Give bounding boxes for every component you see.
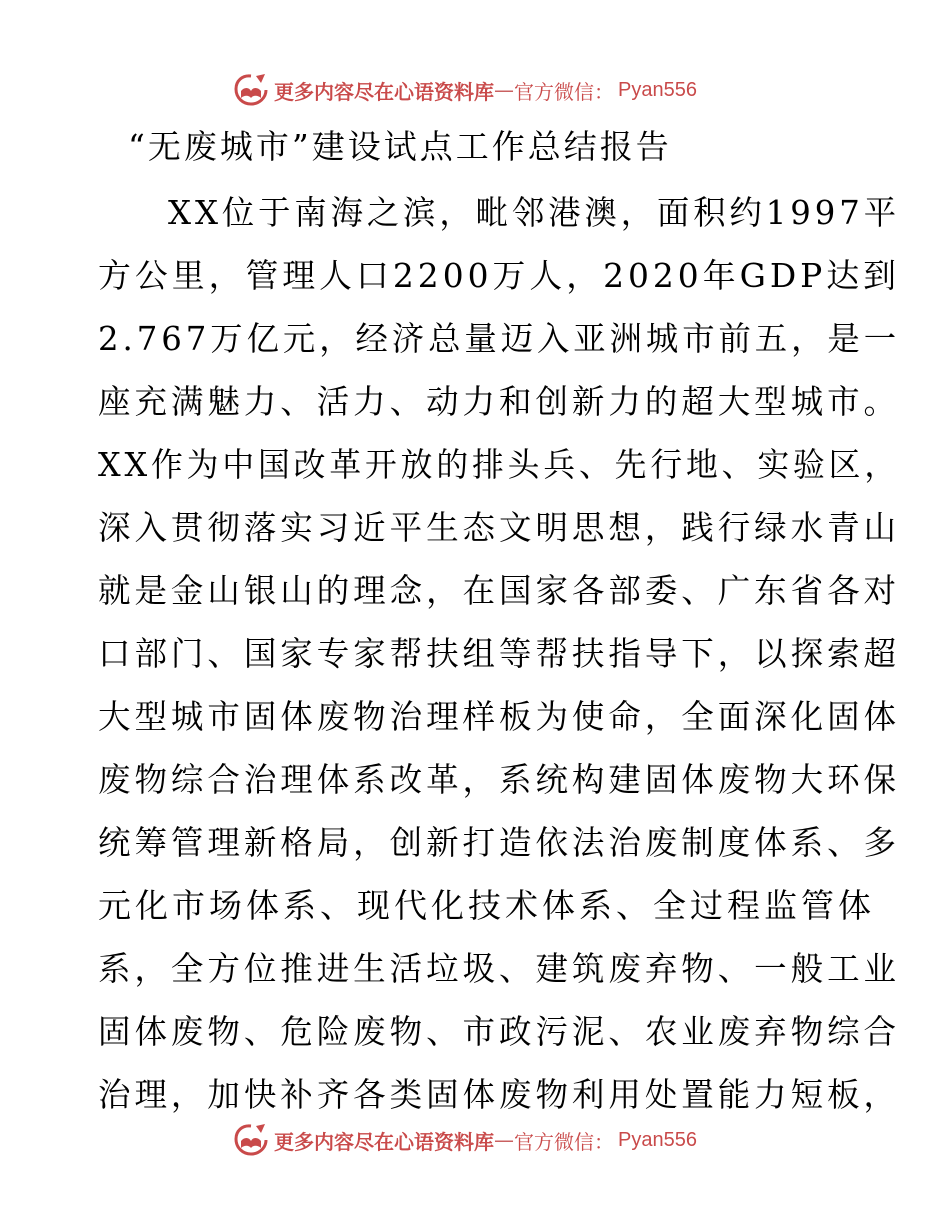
watermark-wechat-id: Pyan556 xyxy=(618,1128,697,1151)
body-line-4: 座充满魅力、活力、动力和创新力的超大型城市。 xyxy=(98,382,900,421)
body-line-1: XX位于南海之滨，毗邻港澳，面积约1997平 xyxy=(168,193,900,232)
body-line-6: 深入贯彻落实习近平生态文明思想，践行绿水青山 xyxy=(98,508,900,547)
header-watermark xyxy=(232,72,697,108)
body-line-8: 口部门、国家专家帮扶组等帮扶指导下，以探索超 xyxy=(98,634,900,673)
body-line-11: 统筹管理新格局，创新打造依法治废制度体系、多 xyxy=(98,823,900,862)
body-line-9: 大型城市固体废物治理样板为使命，全面深化固体 xyxy=(98,697,900,736)
body-line-7: 就是金山银山的理念，在国家各部委、广东省各对 xyxy=(98,571,900,610)
body-line-10: 废物综合治理体系改革，系统构建固体废物大环保 xyxy=(98,760,900,799)
watermark-wechat-label: 官方微信： xyxy=(514,1129,614,1154)
body-line-12: 元化市场体系、现代化技术体系、全过程监管体 xyxy=(98,886,875,925)
book-pen-logo-icon xyxy=(232,1122,270,1158)
body-line-5: XX作为中国改革开放的排头兵、先行地、实验区， xyxy=(98,445,900,484)
watermark-main-text: 更多内容尽在心语资料库 xyxy=(274,79,494,104)
body-line-13: 系，全方位推进生活垃圾、建筑废弃物、一般工业 xyxy=(98,949,900,988)
watermark-main-text: 更多内容尽在心语资料库 xyxy=(274,1129,494,1154)
body-line-3: 2.767万亿元，经济总量迈入亚洲城市前五，是一 xyxy=(98,319,900,358)
footer-watermark xyxy=(232,1122,697,1158)
watermark-wechat-label: 官方微信： xyxy=(514,79,614,104)
watermark-wechat-id: Pyan556 xyxy=(618,78,697,101)
book-pen-logo-icon xyxy=(232,72,270,108)
document-title: “无废城市”建设试点工作总结报告 xyxy=(128,127,672,166)
watermark-dash: — xyxy=(494,78,514,102)
body-line-14: 固体废物、危险废物、市政污泥、农业废弃物综合 xyxy=(98,1012,900,1051)
body-line-2: 方公里，管理人口2200万人，2020年GDP达到 xyxy=(98,256,900,295)
body-line-15: 治理，加快补齐各类固体废物利用处置能力短板， xyxy=(98,1075,900,1114)
watermark-dash: — xyxy=(494,1128,514,1152)
